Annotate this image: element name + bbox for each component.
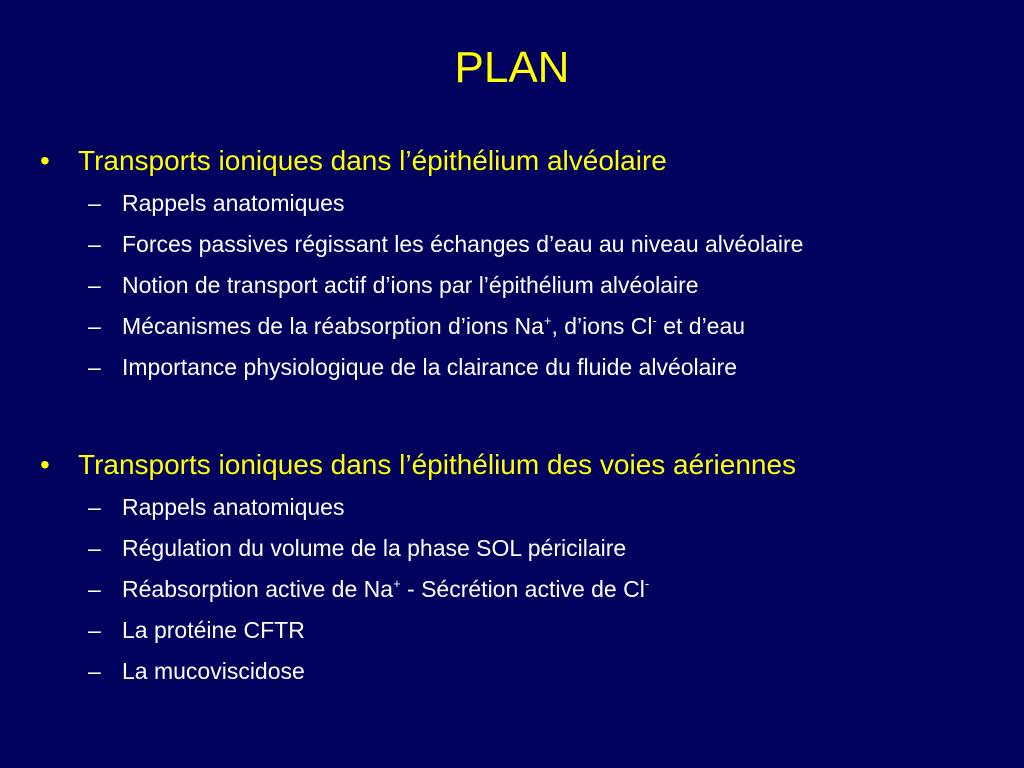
list-item <box>0 224 1024 265</box>
superscript: + <box>543 313 552 328</box>
section-airways <box>0 445 1024 692</box>
list-item <box>0 610 1024 651</box>
list-item-text: La mucoviscidose <box>122 658 305 684</box>
list-item <box>0 306 1024 347</box>
list-item-text: La protéine CFTR <box>122 617 305 643</box>
list-item-text: Régulation du volume de la phase SOL péricilaire <box>122 535 627 561</box>
section-heading-row <box>0 445 1024 487</box>
dash-icon: – <box>88 576 101 602</box>
section-heading: Transports ioniques dans l’épithélium alvéolaire <box>78 145 667 176</box>
list-item <box>0 528 1024 569</box>
list-item-text: Importance physiologique de la clairance du fluide alvéolaire <box>122 354 737 380</box>
list-item <box>0 651 1024 692</box>
dash-icon: – <box>88 313 101 339</box>
bullet-icon: • <box>40 449 50 480</box>
slide-title: PLAN <box>454 43 570 92</box>
dash-icon: – <box>88 658 101 684</box>
sub-list <box>0 487 1024 692</box>
list-item-text <box>122 306 745 350</box>
list-item <box>0 183 1024 224</box>
text-segment: Mécanismes de la réabsorption d’ions Na <box>122 313 544 339</box>
text-segment: - Sécrétion active de Cl <box>400 576 645 602</box>
dash-icon: – <box>88 354 101 380</box>
dash-icon: – <box>88 535 101 561</box>
superscript: - <box>644 576 650 591</box>
list-item-text: Forces passives régissant les échanges d’eau au niveau alvéolaire <box>122 231 804 257</box>
dash-icon: – <box>88 617 101 643</box>
list-item-text: Rappels anatomiques <box>122 190 345 216</box>
text-segment: et d’eau <box>656 313 746 339</box>
superscript: + <box>393 576 401 591</box>
superscript: - <box>652 313 657 328</box>
list-item-text: Rappels anatomiques <box>122 494 345 520</box>
text-segment: Réabsorption active de Na <box>122 576 394 602</box>
list-item <box>0 487 1024 528</box>
section-heading: Transports ioniques dans l’épithélium des voies aériennes <box>78 449 797 480</box>
section-heading-row <box>0 141 1024 183</box>
text-segment: , d’ions Cl <box>551 313 653 339</box>
list-item-text <box>122 569 649 613</box>
dash-icon: – <box>88 190 101 216</box>
list-item <box>0 347 1024 388</box>
list-item <box>0 265 1024 306</box>
list-item <box>0 569 1024 610</box>
dash-icon: – <box>88 231 101 257</box>
sub-list <box>0 183 1024 388</box>
section-alveolar <box>0 141 1024 388</box>
dash-icon: – <box>88 272 101 298</box>
dash-icon: – <box>88 494 101 520</box>
bullet-icon: • <box>40 145 50 176</box>
list-item-text: Notion de transport actif d’ions par l’épithélium alvéolaire <box>122 272 699 298</box>
